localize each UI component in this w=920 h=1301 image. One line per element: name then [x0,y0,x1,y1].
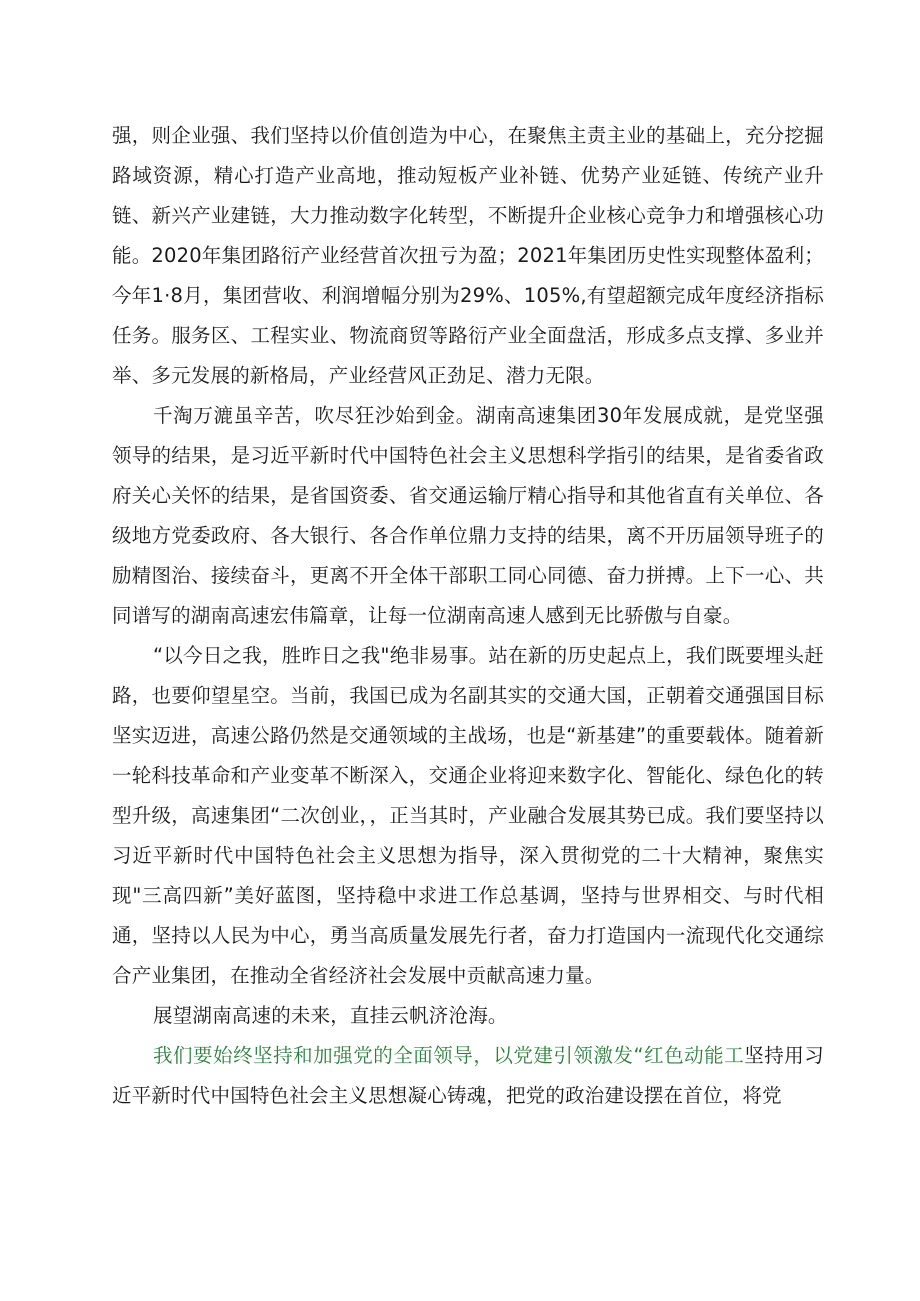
document-body [112,116,824,1116]
paragraph-1: 强，则企业强、我们坚持以价值创造为中心，在聚焦主责主业的基础上，充分挖掘路域资源，精心打造产业高地，推动短板产业补链、优势产业延链、传统产业升链、新兴产业建链，大力推动数字化转型，不断提升企业核心竞争力和增强核心功能。2020年集团路衍产业经营首次扭亏为盈；2021年集团历史性实现整体盈利；今年1·8月，集团营收、利润增幅分别为29%、105%,有望超额完成年度经济指标任务。服务区、工程实业、物流商贸等路衍产业全面盘活，形成多点支撑、多业并举、多元发展的新格局，产业经营风正劲足、潜力无限。 [112,124,824,387]
paragraph-2: 千淘万漉虽辛苦，吹尽狂沙始到金。湖南高速集团30年发展成就，是党坚强领导的结果，是习近平新时代中国特色社会主义思想科学指引的结果，是省委省政府关心关怀的结果，是省国资委、省交通运输厅精心指导和其他省直有关单位、各级地方党委政府、各大银行、各合作单位鼎力支持的结果，离不开历届领导班子的励精图治、接续奋斗，更离不开全体干部职工同心同德、奋力拼搏。上下一心、共同谱写的湖南高速宏伟篇章，让每一位湖南高速人感到无比骄傲与自豪。 [112,404,824,627]
paragraph-3: “以今日之我，胜昨日之我"绝非易事。站在新的历史起点上，我们既要埋头赶路，也要仰望星空。当前，我国已成为名副其实的交通大国，正朝着交通强国目标坚实迈进，高速公路仍然是交通领域的主战场，也是“新基建”的重要载体。随着新一轮科技革命和产业变革不断深入，交通企业将迎来数字化、智能化、绿色化的转型升级，高速集团“二次创业，，正当其时，产业融合发展其势已成。我们要坚持以习近平新时代中国特色社会主义思想为指导，深入贯彻党的二十大精神，聚焦实现"三高四新”美好蓝图，坚持稳中求进工作总基调，坚持与世界相交、与时代相通，坚持以人民为中心，勇当高质量发展先行者，奋力打造国内一流现代化交通综合产业集团，在推动全省经济社会发展中贡献高速力量。 [112,644,824,987]
paragraph-5-green-lead: 我们要始终坚持和加强党的全面领导，以党建引领激发“红色动能工 [153,1044,745,1067]
paragraph-5-rest: 坚持用习近平新时代中国特色社会主义思想凝心铸魂，把党的政治建设摆在首位，将党 [112,1044,824,1107]
paragraph-5 [112,1036,824,1116]
paragraph-4: 展望湖南高速的未来，直挂云帆济沧海。 [153,1004,508,1027]
